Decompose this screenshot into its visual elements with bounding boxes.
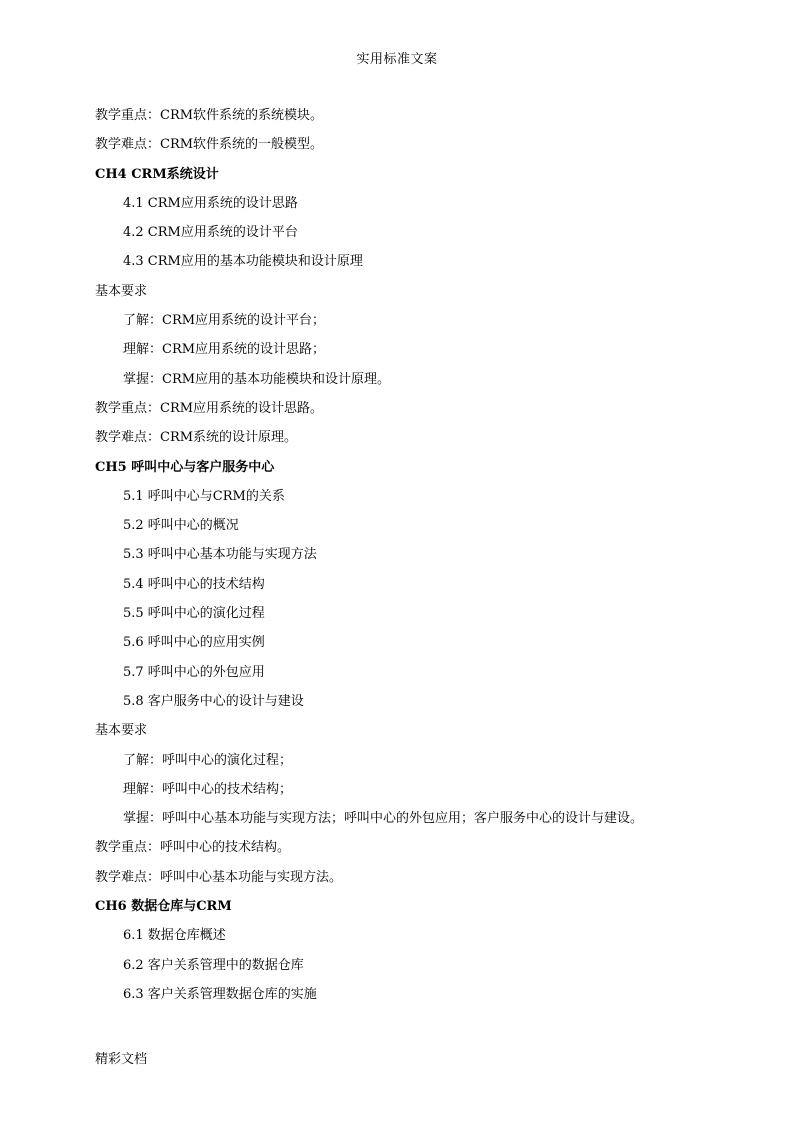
outline-item: 4.2 CRM应用系统的设计平台	[123, 225, 298, 241]
outline-item: 5.2 呼叫中心的概况	[123, 518, 239, 534]
outline-item: 了解：CRM应用系统的设计平台；	[123, 313, 326, 329]
chapter-heading: CH5 呼叫中心与客户服务中心	[95, 459, 275, 475]
paragraph-line: 教学难点：呼叫中心基本功能与实现方法。	[95, 869, 343, 885]
page-header: 实用标准文案	[356, 52, 438, 67]
paragraph-line: 基本要求	[95, 723, 148, 739]
outline-item: 了解：呼叫中心的演化过程；	[123, 752, 293, 768]
paragraph-line: 教学重点：CRM软件系统的系统模块。	[95, 108, 324, 123]
outline-item: 5.4 呼叫中心的技术结构	[123, 576, 265, 592]
outline-item: 6.1 数据仓库概述	[123, 928, 226, 944]
page-footer: 精彩文档	[95, 1052, 148, 1067]
outline-item: 5.3 呼叫中心基本功能与实现方法	[123, 547, 317, 563]
chapter-heading: CH6 数据仓库与CRM	[95, 899, 232, 915]
outline-item: 掌握：呼叫中心基本功能与实现方法；呼叫中心的外包应用；客户服务中心的设计与建设。	[123, 811, 644, 827]
outline-item: 6.3 客户关系管理数据仓库的实施	[123, 986, 317, 1002]
outline-item: 6.2 客户关系管理中的数据仓库	[123, 957, 304, 973]
paragraph-line: 教学难点：CRM系统的设计原理。	[95, 430, 298, 446]
outline-item: 5.6 呼叫中心的应用实例	[123, 635, 265, 651]
chapter-heading: CH4 CRM系统设计	[95, 166, 219, 182]
outline-item: 5.8 客户服务中心的设计与建设	[123, 693, 304, 709]
outline-item: 理解：CRM应用系统的设计思路；	[123, 342, 326, 358]
outline-item: 5.5 呼叫中心的演化过程	[123, 606, 265, 622]
outline-item: 5.7 呼叫中心的外包应用	[123, 664, 265, 680]
document-body	[95, 101, 735, 1009]
outline-item: 理解：呼叫中心的技术结构；	[123, 781, 293, 797]
paragraph-line: 教学重点：CRM应用系统的设计思路。	[95, 400, 324, 416]
paragraph-line: 教学重点：呼叫中心的技术结构。	[95, 840, 291, 856]
paragraph-line: 教学难点：CRM软件系统的一般模型。	[95, 137, 324, 153]
outline-item: 5.1 呼叫中心与CRM的关系	[123, 488, 285, 504]
outline-item: 掌握：CRM应用的基本功能模块和设计原理。	[123, 371, 391, 387]
paragraph-line: 基本要求	[95, 283, 148, 299]
outline-item: 4.1 CRM应用系统的设计思路	[123, 195, 298, 211]
outline-item: 4.3 CRM应用的基本功能模块和设计原理	[123, 254, 363, 270]
